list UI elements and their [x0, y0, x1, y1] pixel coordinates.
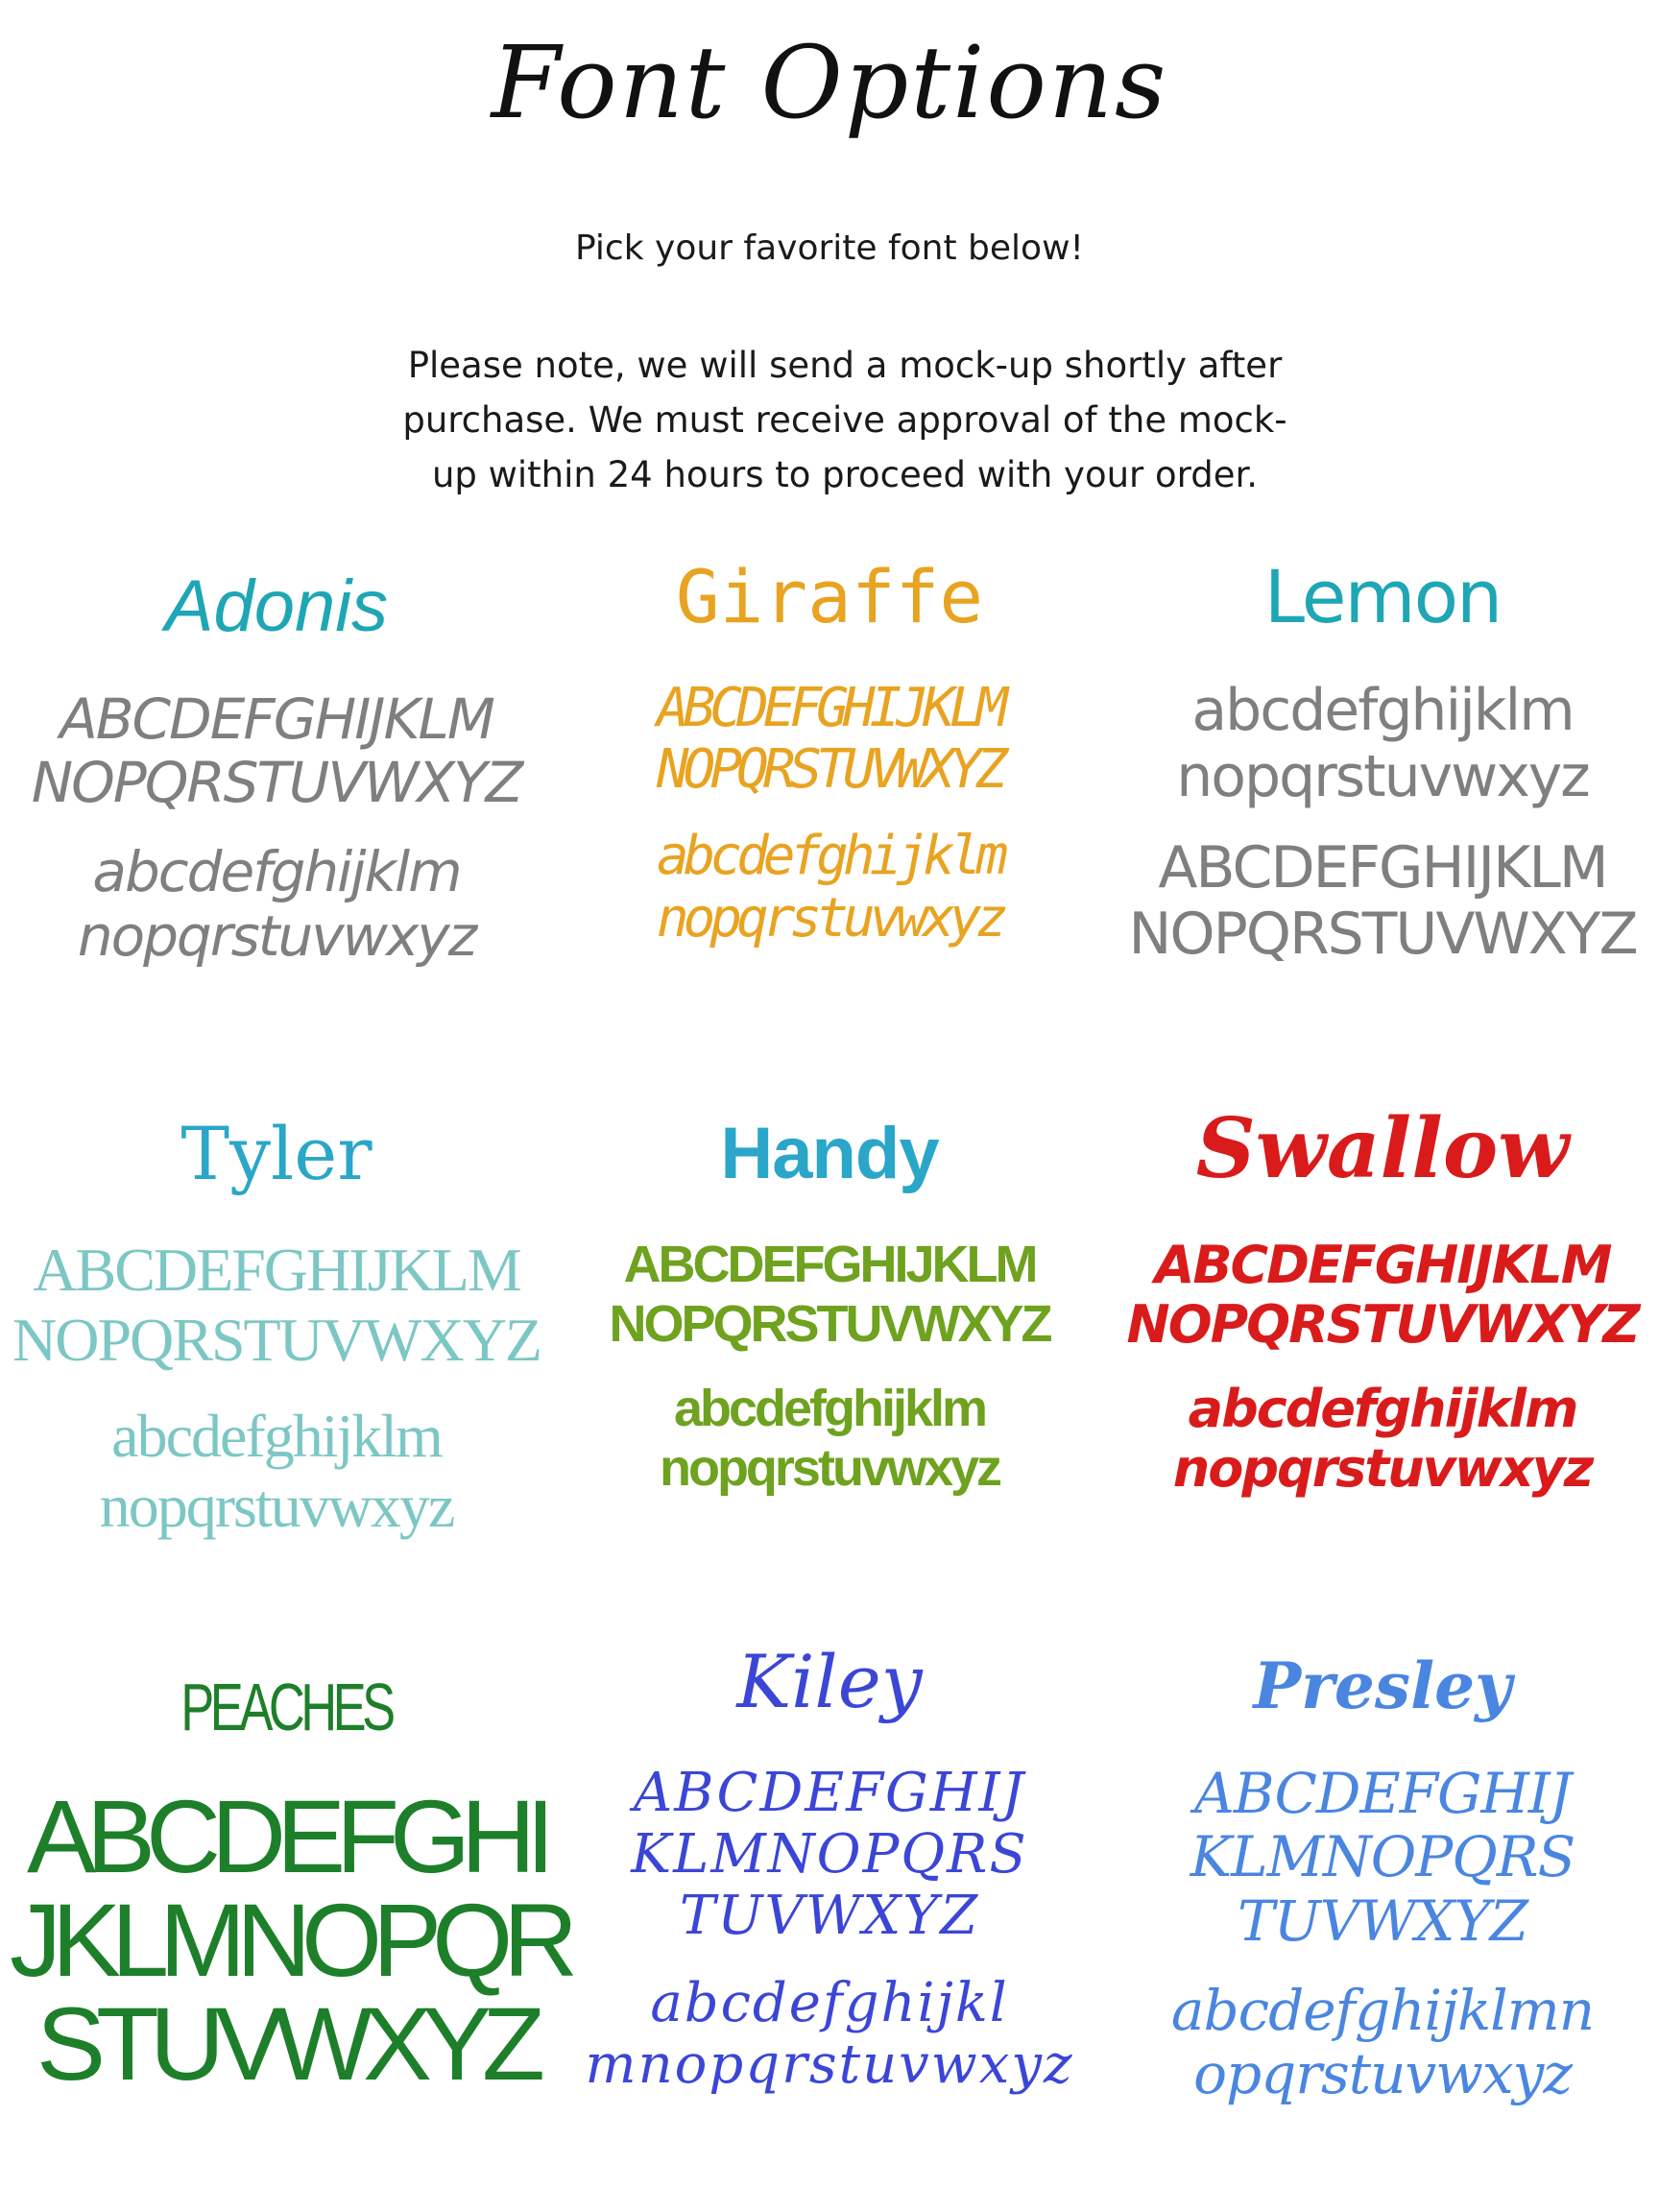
sample-line: NOPQRSTUVWXYZ: [12, 1306, 541, 1375]
font-sample: [553, 678, 1106, 950]
font-card-kiley[interactable]: [553, 1639, 1106, 2097]
note-line: up within 24 hours to proceed with your order.: [431, 454, 1259, 495]
sample-line: nopqrstuvwxyz: [659, 1438, 1000, 1497]
font-name: Swallow: [1195, 1100, 1570, 1197]
note-line: purchase. We must receive approval of the mock-: [402, 399, 1287, 441]
font-name: Kiley: [736, 1639, 923, 1724]
sample-line: nopqrstuvwxyz: [77, 902, 476, 969]
sample-line: ABCDEFGHIJ: [633, 1761, 1026, 1824]
font-sample: [1106, 1236, 1659, 1499]
font-name: Giraffe: [675, 554, 984, 639]
sample-line: STUVWXYZ: [36, 1985, 536, 2102]
sample-line: nopqrstuvwxyz: [1176, 742, 1589, 810]
sample-line: TUVWXYZ: [1238, 1887, 1527, 1954]
sample-line: abcdefghijklm: [1188, 1378, 1577, 1439]
font-name: Presley: [1253, 1648, 1512, 1723]
font-name: Tyler: [180, 1111, 373, 1196]
sample-line: ABCDEFGHI: [26, 1778, 546, 1894]
sample-line: abcdefghijklm: [111, 1401, 442, 1470]
sample-line: nopqrstuvwxyz: [1172, 1437, 1593, 1499]
sample-line: ABCDEFGHIJKLM: [623, 1235, 1036, 1293]
sample-line: NOPQRSTUVWXYZ: [1126, 1293, 1639, 1355]
font-card-presley[interactable]: [1106, 1648, 1659, 2107]
sample-spacer: [553, 801, 1106, 826]
font-sample: [553, 1235, 1106, 1498]
sample-line: ABCDEFGHIJKLM: [1154, 1234, 1611, 1295]
font-name: PEACHES: [180, 1670, 392, 1744]
sample-line: TUVWXYZ: [679, 1885, 980, 1948]
mockup-note: [365, 338, 1325, 502]
page-title: Font Options: [491, 24, 1168, 141]
sample-line: ABCDEFGHIJKLM: [1158, 833, 1607, 902]
sample-line: abcdefghijklm: [656, 825, 1003, 888]
sample-line: nopqrstuvwxyz: [656, 886, 1003, 950]
font-sample: [1106, 1762, 1659, 2106]
sample-spacer: [553, 1354, 1106, 1379]
sample-line: opqrstuvwxyz: [1193, 2041, 1572, 2107]
sample-line: nopqrstuvwxyz: [99, 1472, 454, 1541]
font-sample: [0, 687, 553, 969]
sample-spacer: [553, 1948, 1106, 1973]
sample-line: abcdefghijklmn: [1170, 1977, 1595, 2043]
sample-line: ABCDEFGHIJKLM: [656, 676, 1003, 739]
font-sample: [10, 1778, 569, 2102]
font-card-tyler[interactable]: [0, 1111, 553, 1542]
font-card-adonis[interactable]: [0, 566, 553, 968]
sample-line: NOPQRSTUVWXYZ: [609, 1294, 1050, 1353]
sample-line: abcdefghijklm: [92, 838, 461, 904]
sample-spacer: [0, 815, 553, 840]
font-card-giraffe[interactable]: [553, 554, 1106, 950]
sample-line: mnopqrstuvwxyz: [585, 2033, 1074, 2097]
font-sample: [553, 1763, 1106, 2097]
subtitle: Pick your favorite font below!: [575, 228, 1084, 268]
sample-line: NOPQRSTUVWXYZ: [31, 750, 522, 816]
sample-spacer: [1106, 1954, 1659, 1979]
font-sample: [1106, 678, 1659, 968]
sample-line: KLMNOPQRS: [1190, 1824, 1575, 1890]
sample-spacer: [1106, 1355, 1659, 1380]
font-name: Lemon: [1263, 554, 1502, 639]
font-name: Handy: [720, 1113, 939, 1194]
sample-line: NOPQRSTUVWXYZ: [656, 737, 1003, 801]
sample-line: abcdefghijkl: [650, 1971, 1009, 2034]
sample-spacer: [1106, 810, 1659, 835]
note-line: Please note, we will send a mock-up shortly after: [407, 345, 1283, 386]
font-name: Adonis: [164, 565, 389, 647]
sample-line: ABCDEFGHIJ: [1193, 1760, 1572, 1826]
sample-line: abcdefghijklm: [1191, 676, 1574, 744]
sample-line: abcdefghijklm: [673, 1379, 986, 1437]
font-card-handy[interactable]: [553, 1114, 1106, 1498]
sample-spacer: [0, 1376, 553, 1401]
font-grid: [0, 547, 1659, 2199]
sample-line: NOPQRSTUVWXYZ: [1128, 900, 1637, 968]
font-card-peaches[interactable]: [10, 1670, 569, 2102]
sample-line: KLMNOPQRS: [631, 1822, 1028, 1886]
sample-line: JKLMNOPQR: [10, 1882, 569, 1998]
font-card-swallow[interactable]: [1106, 1100, 1659, 1499]
sample-line: ABCDEFGHIJKLM: [33, 1235, 520, 1304]
sample-line: ABCDEFGHIJKLM: [60, 685, 493, 752]
font-card-lemon[interactable]: [1106, 554, 1659, 968]
font-sample: [0, 1235, 553, 1542]
